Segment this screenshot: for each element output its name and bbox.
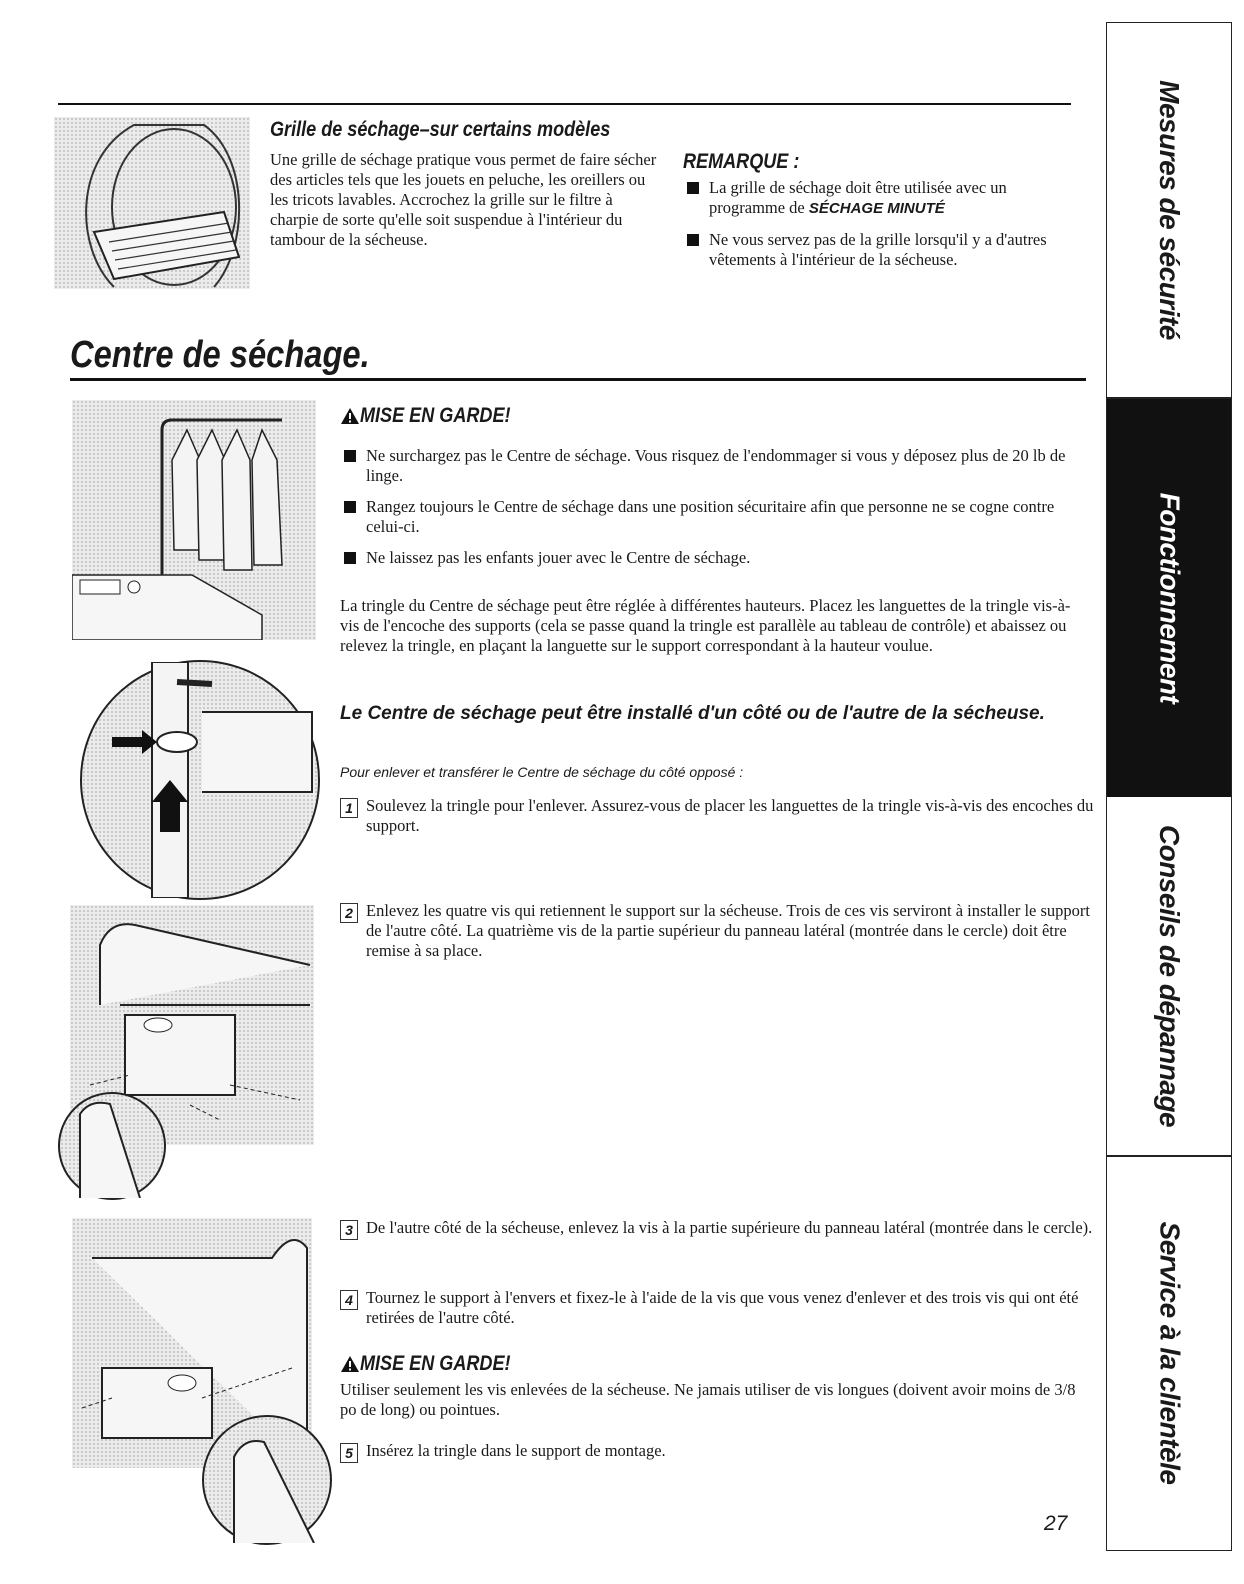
remove-intro: Pour enlever et transférer le Centre de séchage du côté opposé : (340, 764, 744, 780)
caution1-bullets (340, 446, 1080, 579)
bullet-square-icon (687, 234, 699, 246)
note-item1-text: La grille de séchage doit être utilisée avec un programme de (709, 178, 1007, 217)
caution2-text: Utiliser seulement les vis enlevées de la sécheuse. Ne jamais utiliser de vis longues (doivent avoir moins de 3/8 po de long) ou pointues. (340, 1380, 1076, 1419)
rod-removal-illustration (80, 660, 320, 900)
caution1-bullet-text: Rangez toujours le Centre de séchage dans une position sécuritaire afin que personne ne se cogne contre celui-ci. (366, 497, 1055, 536)
drying-rack-illustration (54, 117, 250, 289)
caution1-bullet-text: Ne surchargez pas le Centre de séchage. Vous risquez de l'endommager si vous y déposez plus de 20 lb de linge. (366, 446, 1066, 485)
step-text: Enlevez les quatre vis qui retiennent le support sur la sécheuse. Trois de ces vis serviront à installer le support de l'autre côté. La quatrième vis de la partie supérieur du panneau latéral (montrée dans le cercle) doit être remise à sa place. (366, 901, 1090, 960)
tab-mesures-de-securite[interactable] (1107, 23, 1231, 397)
install-heading: Le Centre de séchage peut être installé d'un côté ou de l'autre de la sécheuse. (340, 703, 1045, 724)
step-number: 4 (340, 1290, 358, 1310)
bullet-square-icon (344, 501, 356, 513)
step-5 (340, 1441, 1106, 1461)
caution1-bullet (340, 548, 1080, 568)
step-text: Soulevez la tringle pour l'enlever. Assurez-vous de placer les languettes de la tringle vis-à-vis des encoches du support. (366, 796, 1094, 835)
section-rule (70, 378, 1086, 381)
note-item2-text: Ne vous servez pas de la grille lorsqu'il y a d'autres vêtements à l'intérieur de la sécheuse. (709, 230, 1047, 269)
step-number: 3 (340, 1220, 358, 1240)
top-rule (58, 103, 1071, 105)
page-number: 27 (1044, 1512, 1068, 1535)
warning-triangle-icon (340, 407, 360, 425)
note-item1-emph: SÉCHAGE MINUTÉ (808, 200, 945, 217)
side-tab-bar (1106, 22, 1232, 1551)
step-number: 5 (340, 1443, 358, 1463)
tab-label: Conseils de dépannage (1154, 824, 1185, 1128)
tab-label: Mesures de sécurité (1154, 80, 1185, 340)
caution1-heading: MISE EN GARDE! (360, 404, 511, 427)
step-2 (340, 901, 1106, 961)
caution2-heading: MISE EN GARDE! (360, 1352, 511, 1375)
step-text: Insérez la tringle dans le support de montage. (366, 1441, 666, 1460)
step-1 (340, 796, 1106, 836)
note-heading: REMARQUE : (683, 150, 800, 173)
step-number: 1 (340, 798, 358, 818)
bullet-square-icon (344, 450, 356, 462)
step-text: Tournez le support à l'envers et fixez-le à l'aide de la vis que vous venez d'enlever et des trois vis qui ont été retirées de l'autre côté. (366, 1288, 1079, 1327)
warning-triangle-icon (340, 1355, 360, 1373)
step-4 (340, 1288, 1106, 1328)
step-3 (340, 1218, 1106, 1238)
note-item (683, 178, 1075, 219)
bracket-install-circle-illustration (202, 1415, 332, 1545)
adjust-paragraph: La tringle du Centre de séchage peut être réglée à différentes hauteurs. Placez les languettes de la tringle vis-à-vis de l'encoche des supports (cela se passe quand la tringle est parallèle au tableau de contrôle) et abaissez ou relevez la tringle, en plaçant la languette sur le support correspondant à la hauteur voulue. (340, 596, 1071, 655)
caution1-bullet (340, 446, 1080, 486)
step-number: 2 (340, 903, 358, 923)
caution1-bullet (340, 497, 1080, 537)
drying-rack-heading: Grille de séchage–sur certains modèles (270, 118, 611, 141)
note-list (683, 178, 1075, 281)
caution1-bullet-text: Ne laissez pas les enfants jouer avec le Centre de séchage. (366, 548, 751, 567)
bullet-square-icon (687, 182, 699, 194)
note-item (683, 230, 1075, 270)
bullet-square-icon (344, 552, 356, 564)
section-title: Centre de séchage. (70, 334, 370, 376)
step-text: De l'autre côté de la sécheuse, enlevez la vis à la partie supérieure du panneau latéral (montrée dans le cercle). (366, 1218, 1093, 1237)
drying-rack-text: Une grille de séchage pratique vous permet de faire sécher des articles tels que les jouets en peluche, les oreillers ou les tricots lavables. Accrochez la grille sur le filtre à charpie de sorte qu'elle soit suspendue à l'intérieur du tambour de la sécheuse. (270, 150, 657, 249)
tab-service-a-la-clientele[interactable] (1107, 1157, 1231, 1549)
tab-label: Fonctionnement (1154, 492, 1186, 704)
tab-conseils-de-depannage[interactable] (1107, 797, 1231, 1155)
tab-label: Service à la clientèle (1154, 1221, 1185, 1485)
bracket-detail-circle-illustration (58, 1092, 166, 1200)
drying-center-hangers-illustration (72, 400, 316, 640)
tab-fonctionnement[interactable] (1107, 399, 1231, 797)
